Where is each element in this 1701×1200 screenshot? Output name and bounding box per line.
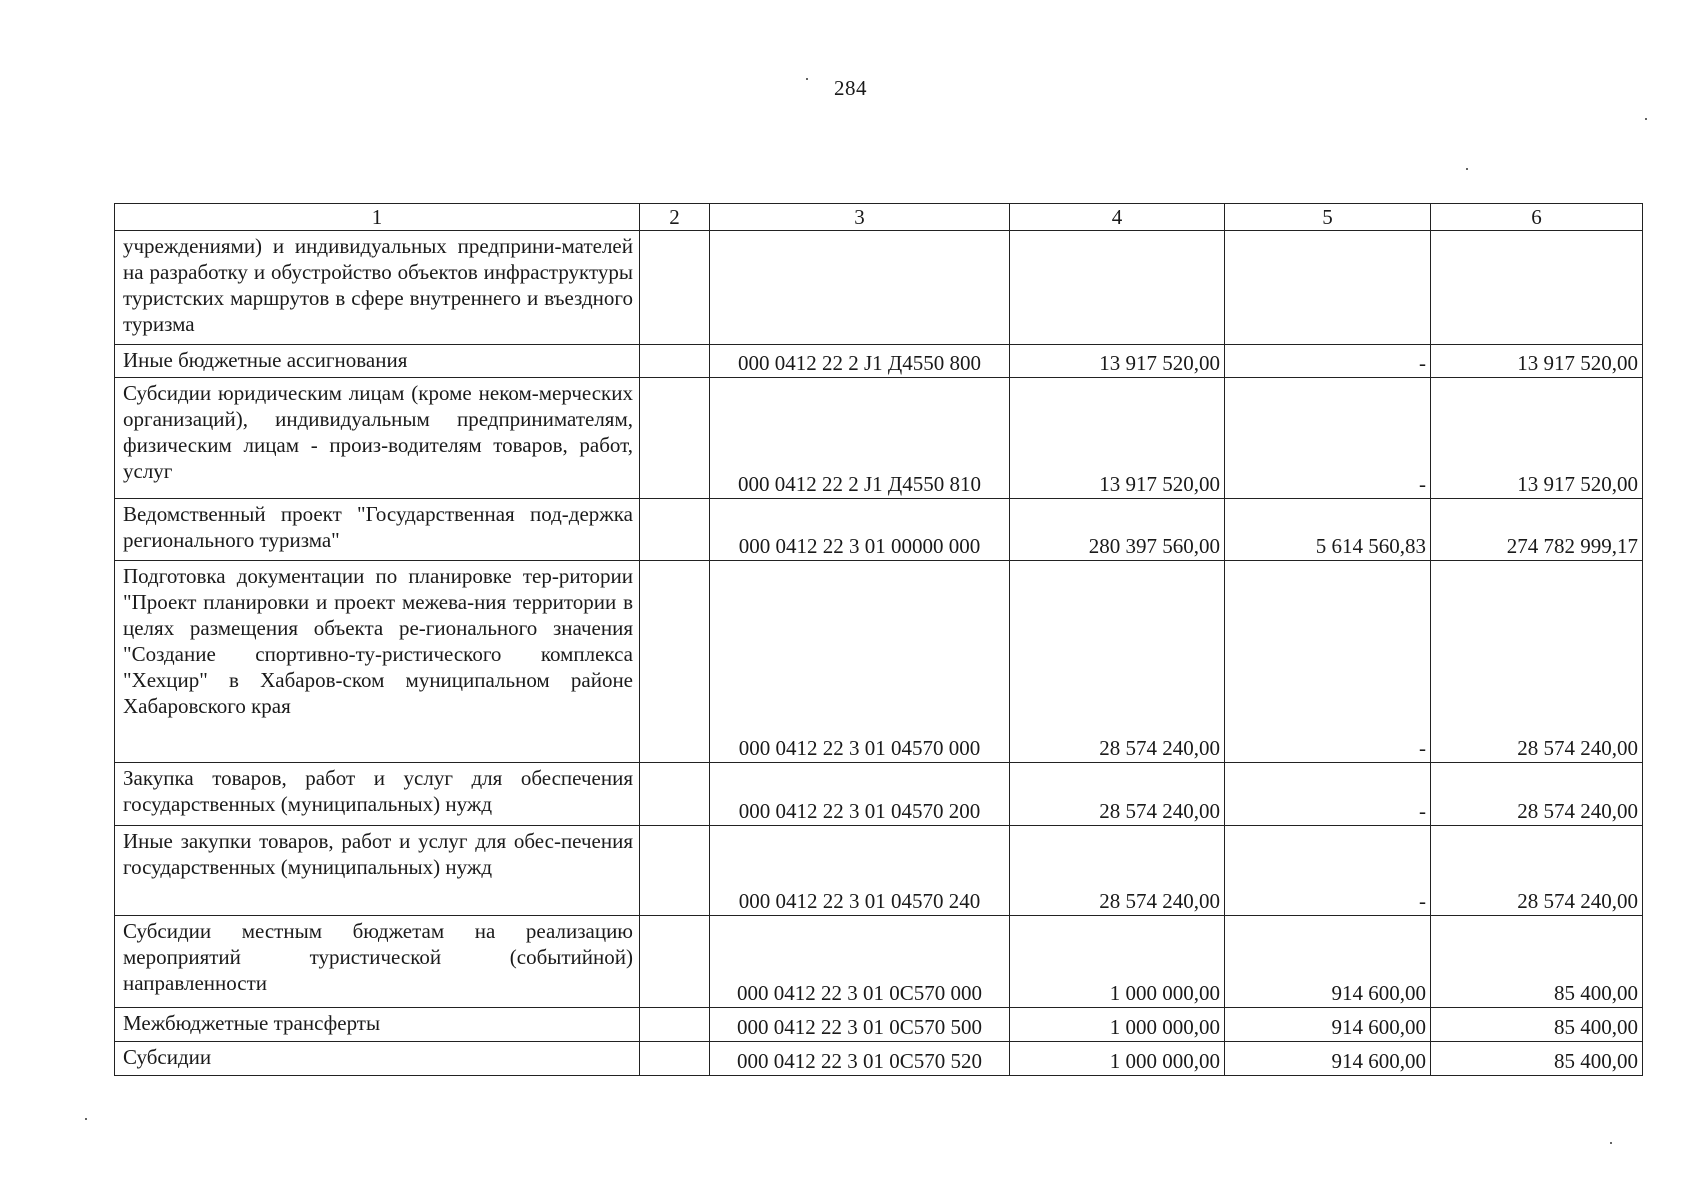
table-row <box>115 1042 1643 1076</box>
scan-speck <box>85 1118 87 1120</box>
row-value-6: 13 917 520,00 <box>1431 378 1643 499</box>
row-value-5 <box>1225 231 1431 345</box>
row-code <box>710 231 1010 345</box>
row-name: Подготовка документации по планировке тер-ритории "Проект планировки и проект межева-ния территории в целях размещения объекта ре-гионального значения "Создание спортивно-ту-ристического комплекса "Хехцир" в Хабаров-ском муниципальном районе Хабаровского края <box>115 561 640 763</box>
row-code: 000 0412 22 3 01 0С570 000 <box>710 916 1010 1008</box>
row-value-6: 85 400,00 <box>1431 1008 1643 1042</box>
row-col2 <box>640 561 710 763</box>
table-row <box>115 826 1643 916</box>
row-col2 <box>640 1008 710 1042</box>
scan-speck <box>1645 118 1647 120</box>
row-value-5: - <box>1225 378 1431 499</box>
row-name: Субсидии юридическим лицам (кроме неком-мерческих организаций), индивидуальным предпринимателям, физическим лицам - произ-водителям товаров, работ, услуг <box>115 378 640 499</box>
table-row <box>115 499 1643 561</box>
table-row <box>115 345 1643 378</box>
row-value-6: 28 574 240,00 <box>1431 561 1643 763</box>
row-code: 000 0412 22 2 J1 Д4550 800 <box>710 345 1010 378</box>
row-code: 000 0412 22 3 01 0С570 520 <box>710 1042 1010 1076</box>
table-row <box>115 1008 1643 1042</box>
row-value-5: - <box>1225 561 1431 763</box>
header-col-5: 5 <box>1225 204 1431 231</box>
table-row <box>115 916 1643 1008</box>
table-row <box>115 231 1643 345</box>
row-value-4: 28 574 240,00 <box>1010 763 1225 826</box>
row-col2 <box>640 916 710 1008</box>
row-value-6: 274 782 999,17 <box>1431 499 1643 561</box>
row-value-5: - <box>1225 763 1431 826</box>
row-col2 <box>640 1042 710 1076</box>
table-row <box>115 561 1643 763</box>
row-value-6: 85 400,00 <box>1431 1042 1643 1076</box>
row-col2 <box>640 231 710 345</box>
row-value-5: 914 600,00 <box>1225 1042 1431 1076</box>
row-value-4 <box>1010 231 1225 345</box>
row-value-4: 13 917 520,00 <box>1010 378 1225 499</box>
scan-speck <box>1610 1142 1612 1144</box>
header-col-2: 2 <box>640 204 710 231</box>
budget-table <box>114 203 1643 1076</box>
row-name: Иные закупки товаров, работ и услуг для обес-печения государственных (муниципальных) нужд <box>115 826 640 916</box>
row-col2 <box>640 499 710 561</box>
row-col2 <box>640 378 710 499</box>
row-value-5: - <box>1225 826 1431 916</box>
row-name: Субсидии местным бюджетам на реализацию мероприятий туристической (событийной) направленности <box>115 916 640 1008</box>
header-col-3: 3 <box>710 204 1010 231</box>
row-col2 <box>640 345 710 378</box>
row-name: Ведомственный проект "Государственная под-держка регионального туризма" <box>115 499 640 561</box>
header-row <box>115 204 1643 231</box>
row-col2 <box>640 763 710 826</box>
header-col-4: 4 <box>1010 204 1225 231</box>
row-code: 000 0412 22 2 J1 Д4550 810 <box>710 378 1010 499</box>
row-value-4: 28 574 240,00 <box>1010 561 1225 763</box>
row-value-5: 5 614 560,83 <box>1225 499 1431 561</box>
row-value-6 <box>1431 231 1643 345</box>
row-value-4: 1 000 000,00 <box>1010 1042 1225 1076</box>
row-name: учреждениями) и индивидуальных предприни-мателей на разработку и обустройство объектов инфраструктуры туристских маршрутов в сфере внутреннего и въездного туризма <box>115 231 640 345</box>
row-code: 000 0412 22 3 01 04570 000 <box>710 561 1010 763</box>
row-value-6: 28 574 240,00 <box>1431 826 1643 916</box>
row-value-6: 13 917 520,00 <box>1431 345 1643 378</box>
row-name: Закупка товаров, работ и услуг для обеспечения государственных (муниципальных) нужд <box>115 763 640 826</box>
row-value-4: 1 000 000,00 <box>1010 1008 1225 1042</box>
row-col2 <box>640 826 710 916</box>
row-value-4: 1 000 000,00 <box>1010 916 1225 1008</box>
row-name: Субсидии <box>115 1042 640 1076</box>
row-value-4: 13 917 520,00 <box>1010 345 1225 378</box>
row-value-5: - <box>1225 345 1431 378</box>
scan-speck <box>1466 168 1468 170</box>
row-code: 000 0412 22 3 01 00000 000 <box>710 499 1010 561</box>
table-row <box>115 763 1643 826</box>
scan-speck <box>806 78 808 80</box>
header-col-6: 6 <box>1431 204 1643 231</box>
row-value-4: 28 574 240,00 <box>1010 826 1225 916</box>
row-value-6: 28 574 240,00 <box>1431 763 1643 826</box>
table-row <box>115 378 1643 499</box>
row-code: 000 0412 22 3 01 0С570 500 <box>710 1008 1010 1042</box>
row-value-5: 914 600,00 <box>1225 1008 1431 1042</box>
row-name: Межбюджетные трансферты <box>115 1008 640 1042</box>
page-number: 284 <box>834 76 867 100</box>
row-value-6: 85 400,00 <box>1431 916 1643 1008</box>
row-value-5: 914 600,00 <box>1225 916 1431 1008</box>
row-code: 000 0412 22 3 01 04570 200 <box>710 763 1010 826</box>
row-name: Иные бюджетные ассигнования <box>115 345 640 378</box>
header-col-1: 1 <box>115 204 640 231</box>
row-code: 000 0412 22 3 01 04570 240 <box>710 826 1010 916</box>
row-value-4: 280 397 560,00 <box>1010 499 1225 561</box>
